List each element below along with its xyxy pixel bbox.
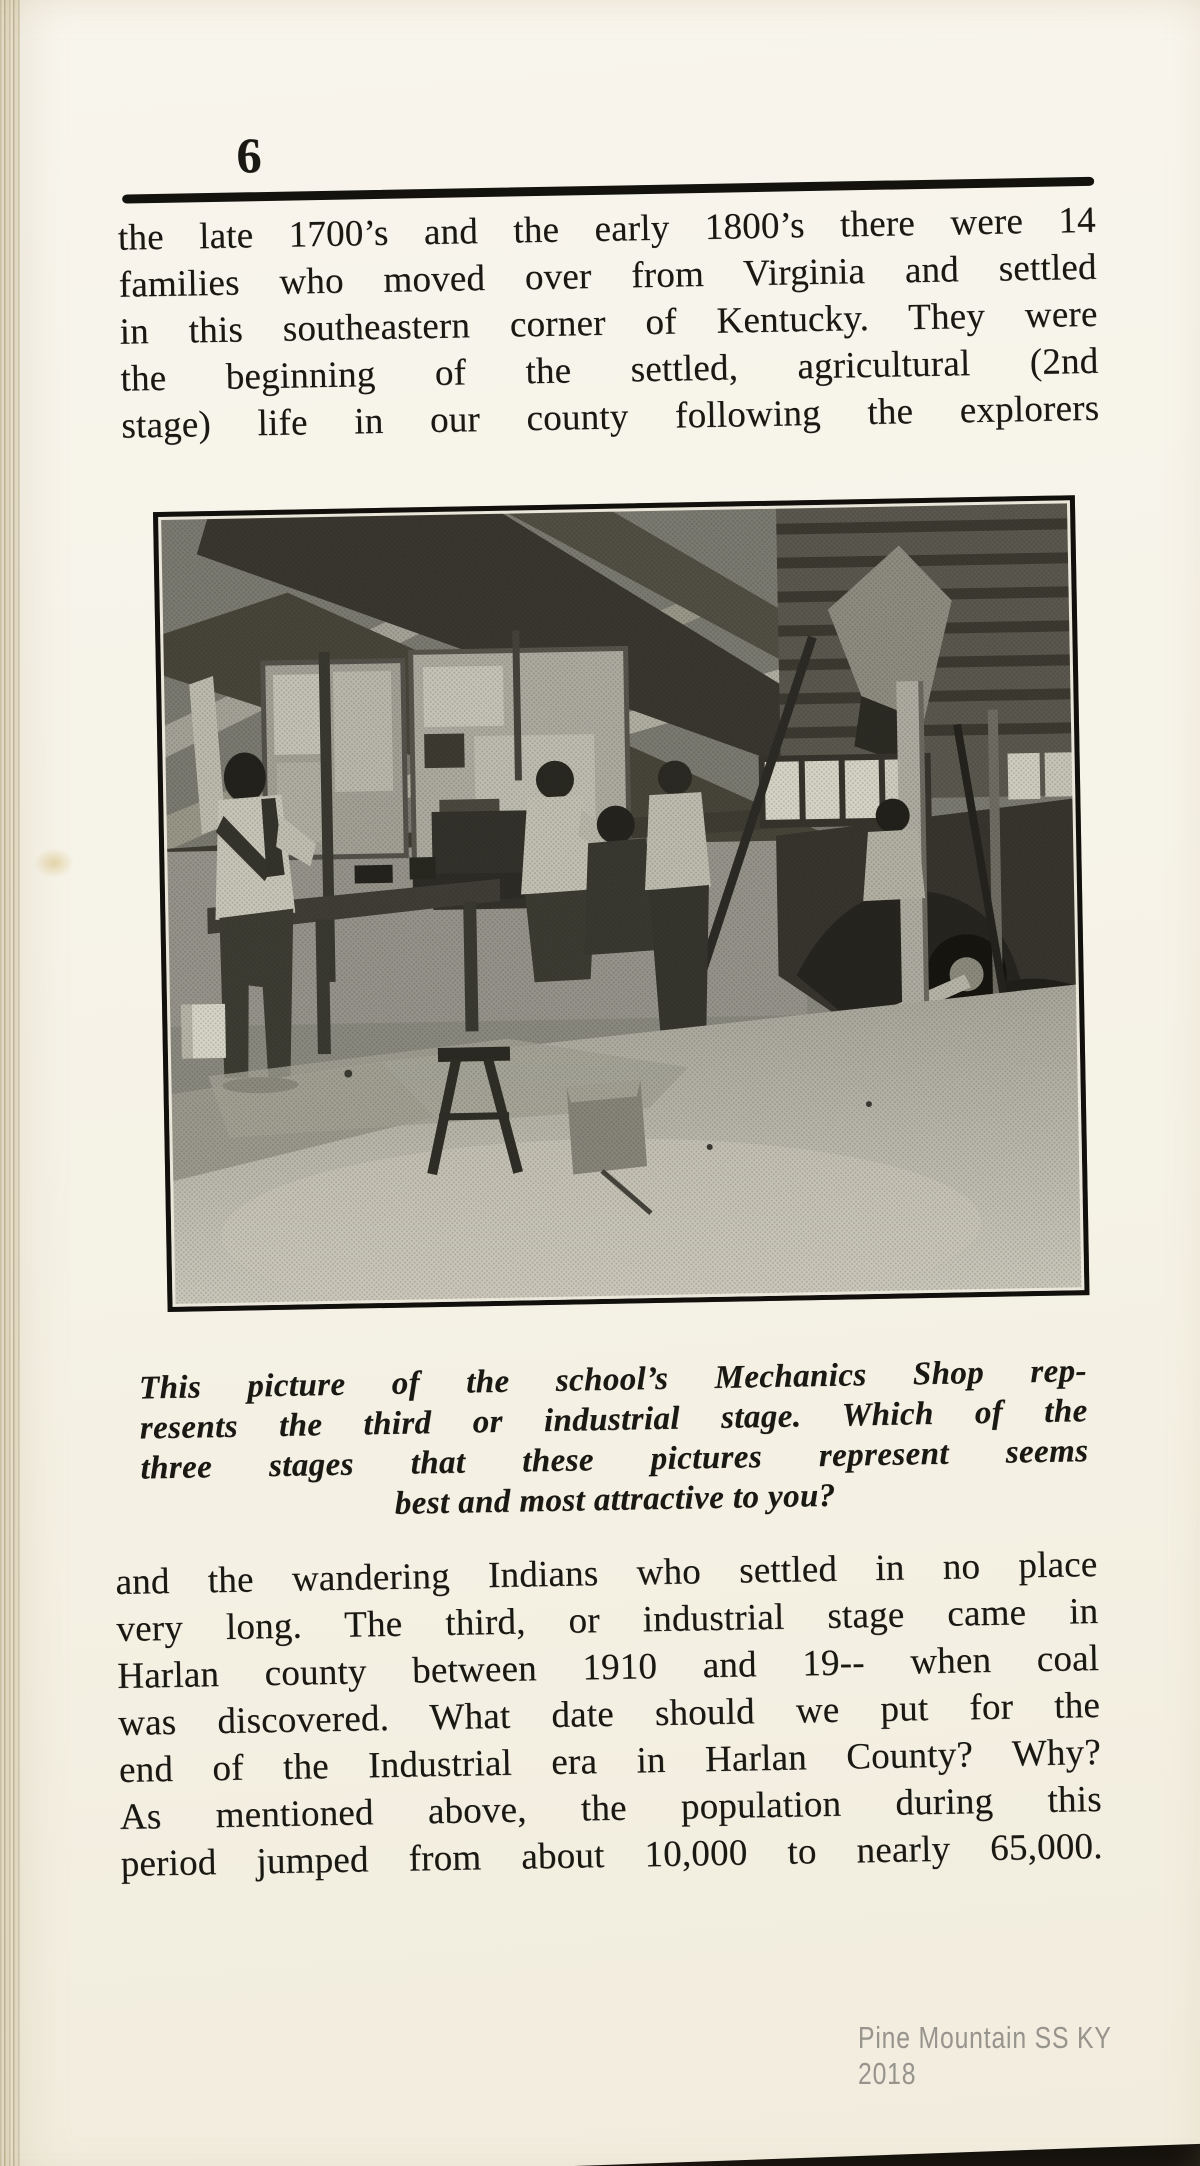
paragraph-first	[118, 197, 1100, 450]
halftone-overlay	[158, 500, 1084, 1307]
text-line: was discovered. What date should we put for the	[117, 1684, 1101, 1744]
mechanics-shop-photo-illustration	[158, 500, 1084, 1307]
text-line: period jumped from about 10,000 to nearly 65,000.	[120, 1825, 1103, 1885]
photo-caption	[139, 1351, 1090, 1528]
paragraph-second	[115, 1541, 1103, 1888]
caption-line: best and most attractive to you?	[394, 1477, 836, 1522]
text-line: end of the Industrial era in Harlan County? Why?	[118, 1731, 1102, 1791]
text-line: families who moved over from Virginia and settled	[118, 246, 1098, 306]
caption-line: resents the third or industrial stage. Which of the	[139, 1393, 1088, 1447]
text-line: very long. The third, or industrial stage came in	[116, 1590, 1099, 1650]
mechanics-shop-photo	[153, 495, 1090, 1312]
text-line: the beginning of the settled, agricultural (2nd	[120, 340, 1099, 400]
text-line: Harlan county between 1910 and 19-- when coal	[116, 1637, 1100, 1697]
text-line: the late 1700’s and the early 1800’s there were 14	[117, 199, 1097, 259]
archive-watermark: Pine Mountain SS KY 2018	[858, 2020, 1112, 2091]
page-number: 6	[235, 127, 263, 184]
text-line: As mentioned above, the population during this	[119, 1778, 1103, 1838]
text-line: and the wandering Indians who settled in no place	[115, 1543, 1098, 1603]
caption-line: three stages that these pictures represent seems	[140, 1433, 1089, 1487]
text-line: stage) life in our county following the explorers	[121, 387, 1100, 447]
text-line: in this southeastern corner of Kentucky. They were	[119, 293, 1098, 353]
caption-line: This picture of the school’s Mechanics Shop rep-	[138, 1353, 1088, 1407]
